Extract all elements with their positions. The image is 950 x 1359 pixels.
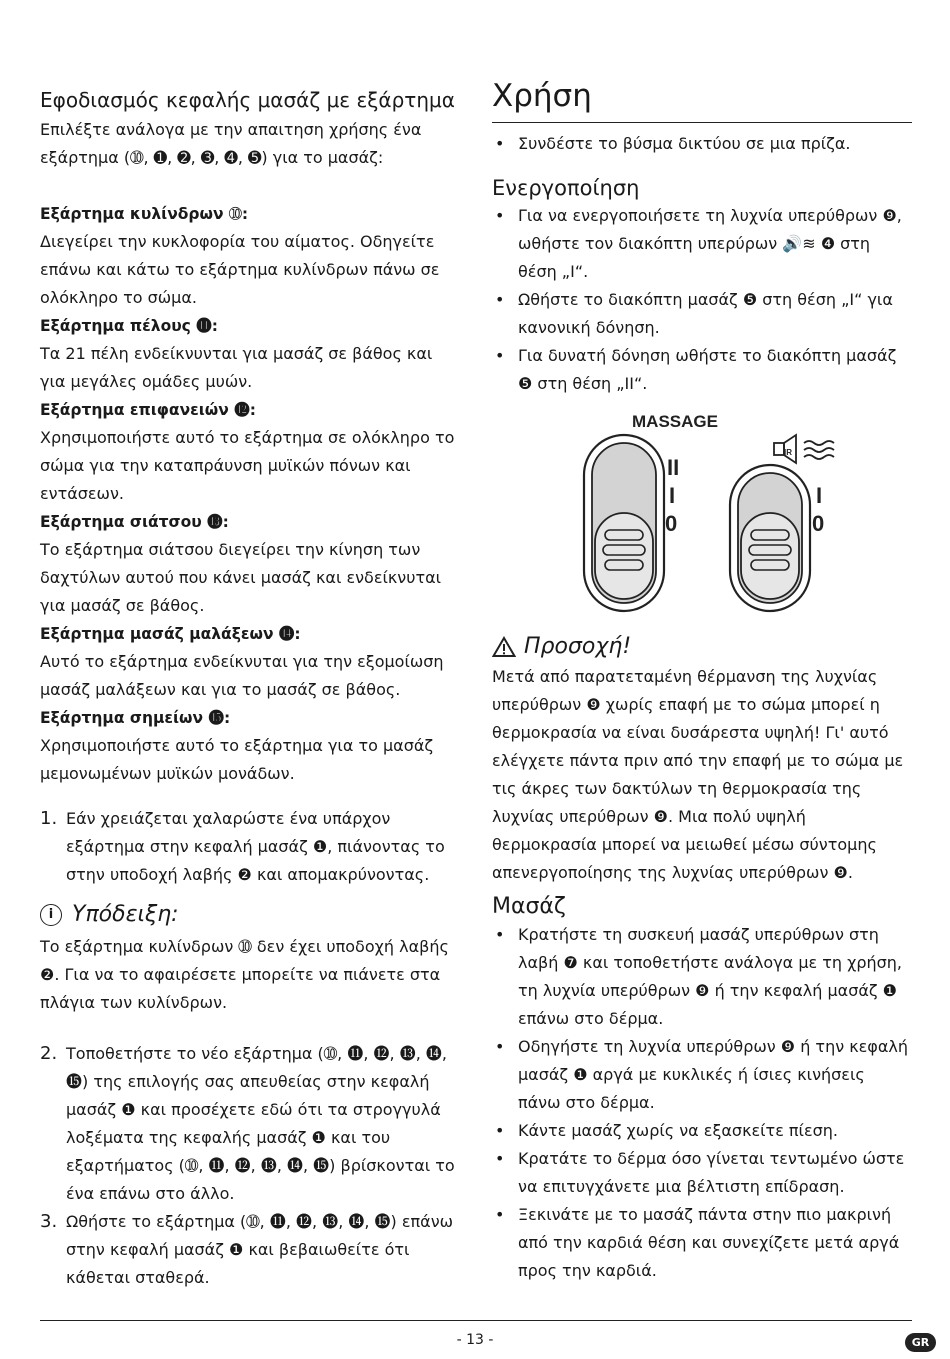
note-block (40, 902, 460, 1017)
section-heading-use: Χρήση (492, 78, 592, 114)
note-header (40, 902, 460, 927)
attachment-title: Εξάρτημα μασάζ μαλάξεων ⓮: (40, 625, 301, 643)
step-text: Τοποθετήστε το νέο εξάρτημα (➉, ⓫, ⓬, ⓭, ⓮, ⓯) της επιλογής σας απευθείας στην κεφαλή μασάζ ❶ και προσέχετε εδώ ότι τα στρογγυλά λοξέματα της κεφαλής μασάζ ❶ και του εξαρτήματος (➉, ⓫, ⓬, ⓭, ⓮, ⓯) βρίσκονται το ένα επάνω στο άλλο. (66, 1044, 455, 1203)
step-1 (40, 805, 460, 889)
attachment-title: Εξάρτημα σημείων ⓯: (40, 709, 231, 727)
footer-rule (40, 1320, 912, 1321)
activation-bullets (492, 202, 912, 398)
step-text: Ωθήστε το εξάρτημα (➉, ⓫, ⓬, ⓭, ⓮, ⓯) επάνω στην κεφαλή μασάζ ❶ και βεβαιωθείτε ότι κάθεται σταθερά. (66, 1212, 454, 1287)
step-number: 2. (40, 1043, 58, 1064)
step-2-3 (40, 1040, 460, 1292)
switch-illustration (572, 405, 872, 625)
list-item: • Ωθήστε το διακόπτη μασάζ ❺ στη θέση „I“ για κανονική δόνηση. (492, 286, 912, 342)
list-item: • Κρατήστε τη συσκευή μασάζ υπερύθρων στη λαβή ❼ και τοποθετήστε ανάλογα με τη χρήση, τη λυχνία υπερύθρων ❾ ή την κεφαλή μασάζ ❶ επάνω στο δέρμα. (492, 921, 912, 1033)
attachment-text: Τα 21 πέλη ενδείκνυνται για μασάζ σε βάθος και για μεγάλες ομάδες μυών. (40, 344, 433, 391)
attachment-title: Εξάρτημα επιφανειών ⓬: (40, 401, 256, 419)
attachment-roller (40, 200, 460, 312)
step-item (40, 1040, 460, 1208)
attachment-title: Εξάρτημα πέλους ⓫: (40, 317, 218, 335)
switch-figure (572, 405, 872, 629)
step-text: Εάν χρειάζεται χαλαρώστε ένα υπάρχον εξάρτημα στην κεφαλή μασάζ ❶, πιάνοντας το στην υποδοχή λαβής ❷ και απομακρύνοντας. (66, 809, 445, 884)
list-item: • Κάντε μασάζ χωρίς να εξασκείτε πίεση. (492, 1117, 912, 1145)
massage-block (492, 894, 912, 1285)
activation-block (492, 176, 912, 398)
attachment-title: Εξάρτημα σιάτσου ⓭: (40, 513, 229, 531)
step-item (40, 1208, 460, 1292)
step-number: 1. (40, 808, 58, 829)
intro-block (40, 116, 460, 172)
step-number: 3. (40, 1211, 58, 1232)
list-item: • Οδηγήστε τη λυχνία υπερύθρων ❾ ή την κεφαλή μασάζ ❶ αργά με κυκλικές ή ίσιες κινήσεις πάνω στο δέρμα. (492, 1033, 912, 1117)
ir-switch (730, 465, 810, 611)
attachment-kneading (40, 620, 460, 704)
list-item: • Συνδέστε το βύσμα δικτύου σε μια πρίζα. (492, 130, 912, 158)
massage-bullets (492, 921, 912, 1285)
attachment-title: Εξάρτημα κυλίνδρων ➉: (40, 205, 249, 223)
section-heading-attachment: Εφοδιασμός κεφαλής μασάζ με εξάρτημα (40, 88, 455, 112)
step-item (40, 805, 460, 889)
massage-pos-I: I (669, 483, 676, 508)
attachment-text: Το εξάρτημα σιάτσου διεγείρει την κίνηση των δαχτύλων αυτού που κάνει μασάζ και ενδείκνυται για μασάζ σε βάθος. (40, 540, 442, 615)
use-bullets (492, 130, 912, 158)
massage-pos-0: 0 (665, 511, 678, 536)
attachment-list (40, 200, 460, 788)
massage-heading: Μασάζ (492, 894, 566, 919)
attachment-poles (40, 312, 460, 396)
massage-pos-II: II (667, 455, 680, 480)
massage-label: MASSAGE (632, 412, 718, 431)
warning-text: Μετά από παρατεταμένη θέρμανση της λυχνίας υπερύθρων ❾ χωρίς επαφή με το σώμα μπορεί η θερμοκρασία να είναι δυσάρεστα υψηλή! Γι' αυτό ελέγχετε πάντα πριν από την επαφή με το σώμα με τις άκρες των δακτύλων τη θερμοκρασία της λυχνίας υπερύθρων ❾. Μια πολύ υψηλή θερμοκρασία μπορεί να μειωθεί μέσω σύντομης απενεργοποίησης της λυχνίας υπερύθρων ❾. (492, 667, 904, 882)
warning-header (492, 634, 912, 659)
massage-switch (584, 435, 664, 611)
warning-block (492, 634, 912, 887)
use-block (492, 130, 912, 158)
attachment-text: Χρησιμοποιήστε αυτό το εξάρτημα σε ολόκληρο το σώμα για την καταπράυνση μυϊκών πόνων και εντάσεων. (40, 428, 455, 503)
language-badge: GR (905, 1333, 936, 1352)
warning-title: Προσοχή! (524, 634, 632, 659)
list-item: • Για δυνατή δόνηση ωθήστε το διακόπτη μασάζ ❺ στη θέση „II“. (492, 342, 912, 398)
heading-rule (492, 122, 912, 123)
ir-label: IR (784, 448, 792, 457)
activation-heading: Ενεργοποίηση (492, 176, 640, 200)
page-number: - 13 - (456, 1332, 494, 1348)
attachment-surface (40, 396, 460, 508)
attachment-shiatsu (40, 508, 460, 620)
attachment-text: Διεγείρει την κυκλοφορία του αίματος. Οδηγείτε επάνω και κάτω το εξάρτημα κυλίνδρων πάνω σε ολόκληρο το σώμα. (40, 232, 440, 307)
warning-triangle-icon (492, 636, 516, 658)
list-item: • Ξεκινάτε με το μασάζ πάντα στην πιο μακρινή από την καρδιά θέση και συνεχίζετε μετά αργά προς την καρδιά. (492, 1201, 912, 1285)
attachment-points (40, 704, 460, 788)
list-item: • Κρατάτε το δέρμα όσο γίνεται τεντωμένο ώστε να επιτυγχάνετε μια βέλτιστη επίδραση. (492, 1145, 912, 1201)
note-title: Υπόδειξη: (72, 902, 179, 927)
list-item: • Για να ενεργοποιήσετε τη λυχνία υπερύθρων ❾, ωθήστε τον διακόπτη υπερύρων 🔊≋ ❹ στη θέση „I“. (492, 202, 912, 286)
ir-speaker-icon (774, 435, 834, 463)
attachment-text: Χρησιμοποιήστε αυτό το εξάρτημα για το μασάζ μεμονωμένων μυϊκών μονάδων. (40, 736, 434, 783)
note-text: Το εξάρτημα κυλίνδρων ➉ δεν έχει υποδοχή λαβής ❷. Για να το αφαιρέσετε μπορείτε να πιάνετε στα πλάγια των κυλίνδρων. (40, 937, 449, 1012)
ir-pos-I: I (816, 483, 823, 508)
info-icon: i (40, 904, 62, 926)
ir-pos-0: 0 (812, 511, 825, 536)
intro-text: Επιλέξτε ανάλογα με την απαιτηση χρήσης ένα εξάρτημα (➉, ➊, ➋, ➌, ➍, ➎) για το μασάζ: (40, 120, 422, 167)
attachment-text: Αυτό το εξάρτημα ενδείκνυται για την εξομοίωση μασάζ μαλάξεων και για το μασάζ σε βάθος. (40, 652, 444, 699)
